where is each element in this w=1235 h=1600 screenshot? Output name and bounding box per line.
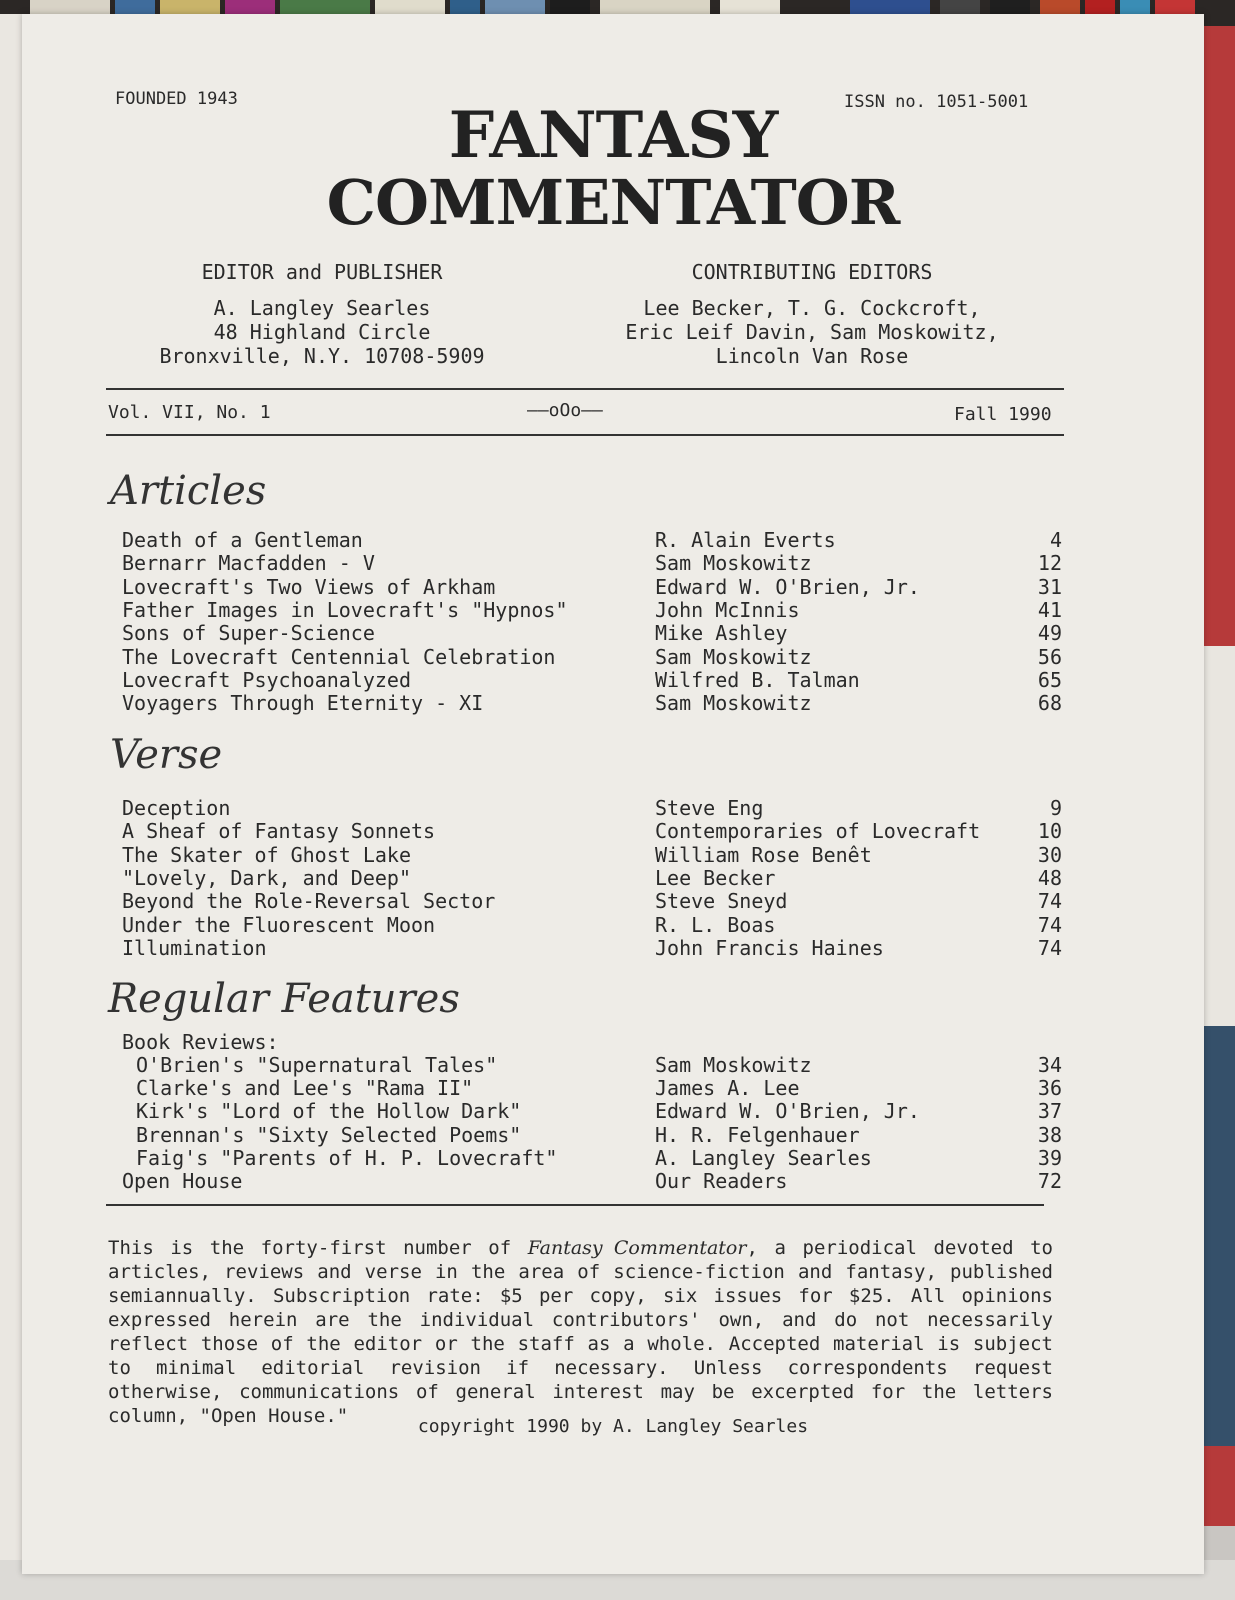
entry-title: A Sheaf of Fantasy Sonnets — [122, 819, 436, 844]
title-line-1: FANTASY — [448, 98, 778, 173]
entry-author: Edward W. O'Brien, Jr. — [655, 1099, 920, 1124]
toc-row — [122, 866, 1062, 889]
toc-row — [122, 1146, 1062, 1169]
entry-title: O'Brien's "Supernatural Tales" — [136, 1053, 498, 1077]
contributing-line-1: Lee Becker, T. G. Cockcroft, — [643, 296, 981, 320]
toc-row — [122, 551, 1062, 574]
book-reviews-label-row — [122, 1030, 1062, 1053]
verse-heading: Verse — [110, 732, 223, 778]
toc-row — [122, 889, 1062, 912]
entry-page: 72 — [1037, 1169, 1062, 1193]
entry-author: H. R. Felgenhauer — [655, 1122, 860, 1147]
copyright-line: copyright 1990 by A. Langley Searles — [417, 1416, 809, 1437]
entry-page: 12 — [1037, 551, 1062, 576]
entry-title: Death of a Gentleman — [122, 528, 363, 552]
toc-row — [122, 598, 1062, 621]
entry-title: Faig's "Parents of H. P. Lovecraft" — [136, 1145, 558, 1170]
book-reviews-label: Book Reviews: — [122, 1030, 279, 1054]
entry-author: Wilfred B. Talman — [655, 667, 860, 692]
entry-page: 68 — [1037, 691, 1062, 716]
entry-page: 39 — [1037, 1145, 1062, 1170]
entry-title: "Lovely, Dark, and Deep" — [122, 865, 411, 890]
toc-row — [122, 668, 1062, 691]
toc-row — [122, 691, 1062, 714]
entry-page: 30 — [1037, 842, 1062, 867]
entry-title: Father Images in Lovecraft's "Hypnos" — [122, 597, 568, 622]
entry-author: R. Alain Everts — [655, 528, 836, 552]
entry-title: Clarke's and Lee's "Rama II" — [136, 1076, 474, 1101]
contributing-block — [582, 260, 1042, 368]
entry-author: Sam Moskowitz — [655, 1053, 812, 1077]
toc-row — [122, 1053, 1062, 1076]
founded-label: FOUNDED 1943 — [115, 89, 238, 109]
editor-name: A. Langley Searles — [213, 296, 431, 320]
entry-page: 34 — [1037, 1053, 1062, 1077]
colophon-magazine-title: Fantasy Commentator — [527, 1237, 747, 1259]
entry-author: William Rose Benêt — [655, 842, 872, 867]
toc-row — [122, 621, 1062, 644]
entry-page: 74 — [1037, 912, 1062, 937]
entry-page: 31 — [1037, 574, 1062, 599]
top-divider — [106, 388, 1064, 390]
entry-author: A. Langley Searles — [655, 1145, 872, 1170]
entry-page: 74 — [1037, 889, 1062, 914]
entry-author: Lee Becker — [655, 865, 776, 890]
entry-page: 74 — [1037, 935, 1062, 960]
entry-author: John McInnis — [655, 597, 800, 622]
entry-page: 65 — [1037, 667, 1062, 692]
articles-heading: Articles — [110, 468, 267, 514]
toc-row — [122, 528, 1062, 551]
entry-page: 4 — [1049, 528, 1062, 552]
entry-title: Voyagers Through Eternity - XI — [122, 691, 484, 716]
entry-author: Sam Moskowitz — [655, 691, 812, 716]
toc-row — [122, 913, 1062, 936]
entry-page: 9 — [1049, 796, 1062, 820]
toc-row — [122, 1123, 1062, 1146]
colophon-text-rest: , a periodical devoted to articles, reviews and verse in the area of science-fiction and fantasy, published semiannually. Subscription rate: $5 per copy, six issues for $25. All opinions expressed herein are the individual contributors' own, and do not necessarily reflect those of the editor or the staff as a whole. Accepted material is subject to minimal editorial revision if necessary. Unless correspondents request otherwise, communications of general interest may be excerpted for the letters column, "Open House." — [108, 1237, 1053, 1427]
entry-author: James A. Lee — [655, 1076, 800, 1101]
entry-title: Beyond the Role-Reversal Sector — [122, 889, 496, 914]
entry-title: Lovecraft's Two Views of Arkham — [122, 574, 496, 599]
entry-title: Lovecraft Psychoanalyzed — [122, 667, 411, 692]
entry-title: Under the Fluorescent Moon — [122, 912, 436, 937]
entry-author: Our Readers — [655, 1169, 788, 1193]
entry-author: Edward W. O'Brien, Jr. — [655, 574, 920, 599]
entry-page: 37 — [1037, 1099, 1062, 1124]
contributing-heading: CONTRIBUTING EDITORS — [691, 260, 933, 284]
toc-row — [122, 843, 1062, 866]
entry-author: Sam Moskowitz — [655, 644, 812, 669]
editor-address: 48 Highland Circle — [213, 320, 431, 344]
volume-label: Vol. VII, No. 1 — [108, 402, 271, 423]
entry-title: Bernarr Macfadden - V — [122, 551, 375, 576]
entry-author: Steve Sneyd — [655, 889, 788, 914]
magazine-page — [22, 14, 1204, 1574]
entry-page: 48 — [1037, 865, 1062, 890]
entry-title: The Lovecraft Centennial Celebration — [122, 644, 556, 669]
entry-page: 36 — [1037, 1076, 1062, 1101]
entry-page: 38 — [1037, 1122, 1062, 1147]
contributing-line-2: Eric Leif Davin, Sam Moskowitz, — [625, 320, 999, 344]
entry-title: Brennan's "Sixty Selected Poems" — [136, 1122, 522, 1147]
entry-page: 41 — [1037, 597, 1062, 622]
title-line-2: COMMENTATOR — [326, 166, 900, 239]
entry-title: Kirk's "Lord of the Hollow Dark" — [136, 1099, 522, 1124]
entry-author: Sam Moskowitz — [655, 551, 812, 576]
entry-author: R. L. Boas — [655, 912, 776, 937]
bottom-divider — [106, 434, 1064, 436]
features-heading: Regular Features — [108, 976, 460, 1022]
toc-row — [122, 645, 1062, 668]
entry-page: 10 — [1037, 819, 1062, 844]
toc-row — [122, 796, 1062, 819]
entry-page: 56 — [1037, 644, 1062, 669]
colophon-text-start: This is the forty-first number of — [108, 1237, 528, 1259]
toc-row-open-house — [122, 1169, 1062, 1192]
footer-divider — [106, 1204, 1044, 1206]
entry-title: The Skater of Ghost Lake — [122, 842, 411, 867]
season-label: Fall 1990 — [954, 404, 1052, 425]
toc-row — [122, 575, 1062, 598]
editor-city: Bronxville, N.Y. 10708-5909 — [159, 344, 485, 368]
toc-row — [122, 1099, 1062, 1122]
entry-author: Contemporaries of Lovecraft — [655, 819, 981, 844]
ornament: ——oOo—— — [527, 400, 603, 421]
entry-page: 49 — [1037, 621, 1062, 646]
editor-block — [112, 260, 532, 368]
entry-title: Sons of Super-Science — [122, 621, 375, 646]
toc-row — [122, 819, 1062, 842]
entry-author: John Francis Haines — [655, 935, 884, 960]
toc-row — [122, 936, 1062, 959]
editor-heading: EDITOR and PUBLISHER — [201, 260, 443, 284]
entry-title: Open House — [122, 1169, 243, 1193]
contributing-line-3: Lincoln Van Rose — [715, 344, 909, 368]
issn-label: ISSN no. 1051-5001 — [844, 92, 1029, 112]
colophon-paragraph — [108, 1236, 1053, 1428]
entry-title: Deception — [122, 796, 231, 820]
entry-author: Mike Ashley — [655, 621, 788, 646]
toc-row — [122, 1076, 1062, 1099]
entry-author: Steve Eng — [655, 796, 764, 820]
entry-title: Illumination — [122, 935, 267, 960]
